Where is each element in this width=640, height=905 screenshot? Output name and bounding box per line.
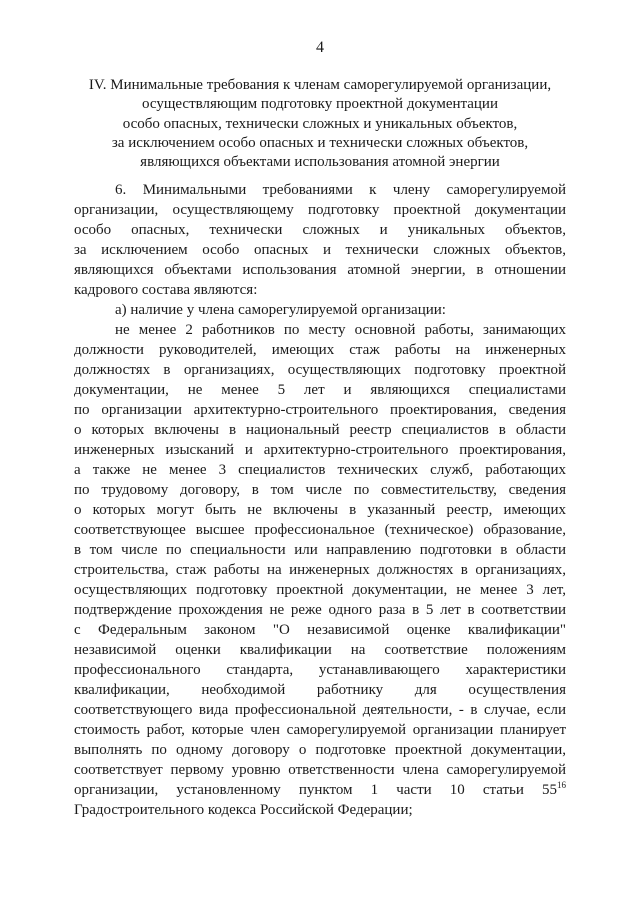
text-line: являющихся объектами использования атомной энергии, в отношении [74,262,566,278]
text-line: должностях в организациях, осуществляющих подготовку проектной [74,362,566,378]
text-fragment: организации, установленному пунктом 1 части 10 статьи 55 [74,782,557,798]
body-text [74,180,566,820]
text-line: кадрового состава являются: [74,282,258,298]
text-line: осуществляющих подготовку проектной документации, не менее 3 лет, [74,582,566,598]
text-line: по организации архитектурно-строительного проектирования, сведения [74,402,566,418]
heading-line: за исключением особо опасных и технически сложных объектов, [111,134,529,151]
text-line: а также не менее 3 специалистов технических служб, работающих [74,462,566,478]
page-number: 4 [316,39,324,56]
section-heading [60,76,580,172]
text-line-with-superscript [74,780,566,800]
text-line: подтверждение прохождения не реже одного раза в 5 лет в соответствии [74,602,566,618]
text-line: о которых могут быть не включены в указанный реестр, имеющих [74,502,566,518]
text-line: квалификации, необходимой работнику для осуществления [74,682,566,698]
text-line: соответствует первому уровню ответственности члена саморегулируемой [74,762,566,778]
text-line: с Федеральным законом "О независимой оценке квалификации" [74,622,566,638]
text-line: инженерных изысканий и архитектурно-строительного проектирования, [74,442,566,458]
text-line: особо опасных, технически сложных и уникальных объектов, [74,222,566,238]
subparagraph-title: а) наличие у члена саморегулируемой организации: [115,302,446,318]
text-line: выполнять по одному договору о подготовке проектной документации, [74,742,566,758]
text-line: должности руководителей, имеющих стаж работы на инженерных [74,342,566,358]
text-line: профессионального стандарта, устанавливающего характеристики [74,662,566,678]
heading-line: осуществляющим подготовку проектной документации [142,96,498,113]
text-line: Градостроительного кодекса Российской Федерации; [74,802,413,818]
text-line: по трудовому договору, в том числе по совместительству, сведения [74,482,566,498]
text-line: строительства, стаж работы на инженерных должностях в организациях, [74,562,566,578]
text-line: в том числе по специальности или направлению подготовки в области [74,542,566,558]
text-line: стоимость работ, которые член саморегулируемой организации планирует [74,722,566,738]
text-line: организации, осуществляющему подготовку проектной документации [74,202,566,218]
text-line: за исключением особо опасных и технически сложных объектов, [74,242,566,258]
text-line: соответствующее высшее профессиональное (техническое) образование, [74,522,566,538]
heading-line: IV. Минимальные требования к членам саморегулируемой организации, [88,77,552,93]
text-line: документации, не менее 5 лет и являющихся специалистами [74,382,566,398]
text-line: 6. Минимальными требованиями к члену саморегулируемой [115,182,566,198]
heading-line: особо опасных, технически сложных и уникальных объектов, [122,115,518,132]
subparagraph-a [74,300,566,820]
text-line: не менее 2 работников по месту основной работы, занимающих [115,322,566,338]
heading-line: являющихся объектами использования атомной энергии [140,154,500,171]
text-line: независимой оценки квалификации на соответствие положениям [74,642,566,658]
paragraph-6 [74,180,566,300]
text-line: соответствующего вида профессиональной деятельности, - в случае, если [74,702,566,718]
article-superscript: 16 [557,780,566,790]
text-line: о которых включены в национальный реестр специалистов в области [74,422,566,438]
